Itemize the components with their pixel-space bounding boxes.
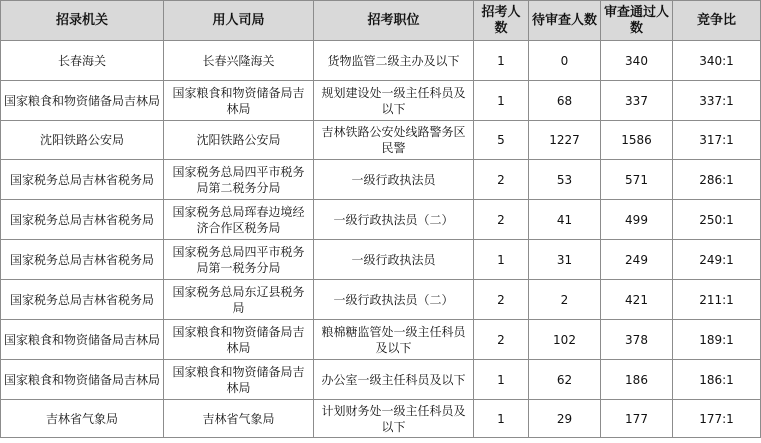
cell-agency: 吉林省气象局	[1, 400, 164, 438]
table-row	[1, 320, 761, 360]
cell-ratio: 177:1	[673, 400, 761, 438]
table-row	[1, 200, 761, 240]
cell-ratio: 317:1	[673, 121, 761, 160]
cell-ratio: 250:1	[673, 200, 761, 240]
cell-department: 国家粮食和物资储备局吉林局	[164, 81, 314, 121]
cell-ratio: 249:1	[673, 240, 761, 280]
cell-position: 规划建设处一级主任科员及以下	[314, 81, 474, 121]
col-header-agency: 招录机关	[1, 1, 164, 41]
cell-quota: 1	[474, 41, 529, 81]
cell-agency: 沈阳铁路公安局	[1, 121, 164, 160]
cell-ratio: 340:1	[673, 41, 761, 81]
cell-pending: 68	[529, 81, 601, 121]
cell-pending: 29	[529, 400, 601, 438]
cell-department: 吉林省气象局	[164, 400, 314, 438]
cell-position: 办公室一级主任科员及以下	[314, 360, 474, 400]
cell-position: 一级行政执法员	[314, 160, 474, 200]
cell-department: 国家税务总局东辽县税务局	[164, 280, 314, 320]
cell-agency: 国家税务总局吉林省税务局	[1, 200, 164, 240]
cell-pending: 62	[529, 360, 601, 400]
cell-position: 吉林铁路公安处线路警务区民警	[314, 121, 474, 160]
col-header-ratio: 竞争比	[673, 1, 761, 41]
col-header-pending: 待审查人数	[529, 1, 601, 41]
cell-quota: 2	[474, 200, 529, 240]
col-header-department: 用人司局	[164, 1, 314, 41]
cell-pending: 31	[529, 240, 601, 280]
cell-quota: 1	[474, 81, 529, 121]
cell-quota: 1	[474, 240, 529, 280]
cell-position: 计划财务处一级主任科员及以下	[314, 400, 474, 438]
cell-department: 长春兴隆海关	[164, 41, 314, 81]
cell-agency: 国家税务总局吉林省税务局	[1, 160, 164, 200]
cell-approved: 421	[601, 280, 673, 320]
cell-approved: 571	[601, 160, 673, 200]
cell-quota: 2	[474, 160, 529, 200]
table-row	[1, 280, 761, 320]
cell-agency: 国家粮食和物资储备局吉林局	[1, 360, 164, 400]
cell-ratio: 286:1	[673, 160, 761, 200]
cell-agency: 国家税务总局吉林省税务局	[1, 280, 164, 320]
cell-ratio: 189:1	[673, 320, 761, 360]
cell-department: 沈阳铁路公安局	[164, 121, 314, 160]
col-header-approved: 审查通过人数	[601, 1, 673, 41]
table-row	[1, 160, 761, 200]
cell-approved: 340	[601, 41, 673, 81]
cell-quota: 5	[474, 121, 529, 160]
cell-approved: 249	[601, 240, 673, 280]
cell-pending: 0	[529, 41, 601, 81]
cell-agency: 长春海关	[1, 41, 164, 81]
cell-position: 一级行政执法员（二）	[314, 280, 474, 320]
cell-department: 国家粮食和物资储备局吉林局	[164, 320, 314, 360]
cell-quota: 1	[474, 360, 529, 400]
cell-quota: 1	[474, 400, 529, 438]
table-row	[1, 240, 761, 280]
table-row	[1, 81, 761, 121]
cell-approved: 499	[601, 200, 673, 240]
cell-pending: 53	[529, 160, 601, 200]
cell-approved: 337	[601, 81, 673, 121]
cell-pending: 41	[529, 200, 601, 240]
cell-department: 国家税务总局四平市税务局第一税务分局	[164, 240, 314, 280]
cell-ratio: 337:1	[673, 81, 761, 121]
cell-ratio: 211:1	[673, 280, 761, 320]
cell-approved: 186	[601, 360, 673, 400]
cell-position: 粮棉糖监管处一级主任科员及以下	[314, 320, 474, 360]
cell-pending: 102	[529, 320, 601, 360]
col-header-position: 招考职位	[314, 1, 474, 41]
cell-department: 国家税务总局四平市税务局第二税务分局	[164, 160, 314, 200]
table-row	[1, 400, 761, 438]
table-row	[1, 121, 761, 160]
cell-quota: 2	[474, 320, 529, 360]
cell-pending: 2	[529, 280, 601, 320]
cell-department: 国家税务总局珲春边境经济合作区税务局	[164, 200, 314, 240]
cell-approved: 177	[601, 400, 673, 438]
col-header-quota: 招考人数	[474, 1, 529, 41]
cell-ratio: 186:1	[673, 360, 761, 400]
cell-pending: 1227	[529, 121, 601, 160]
cell-department: 国家粮食和物资储备局吉林局	[164, 360, 314, 400]
cell-agency: 国家税务总局吉林省税务局	[1, 240, 164, 280]
cell-quota: 2	[474, 280, 529, 320]
cell-approved: 1586	[601, 121, 673, 160]
cell-approved: 378	[601, 320, 673, 360]
cell-position: 一级行政执法员	[314, 240, 474, 280]
cell-agency: 国家粮食和物资储备局吉林局	[1, 320, 164, 360]
cell-position: 货物监管二级主办及以下	[314, 41, 474, 81]
table-row	[1, 360, 761, 400]
table-row	[1, 41, 761, 81]
cell-agency: 国家粮食和物资储备局吉林局	[1, 81, 164, 121]
cell-position: 一级行政执法员（二）	[314, 200, 474, 240]
header-row	[1, 1, 761, 41]
